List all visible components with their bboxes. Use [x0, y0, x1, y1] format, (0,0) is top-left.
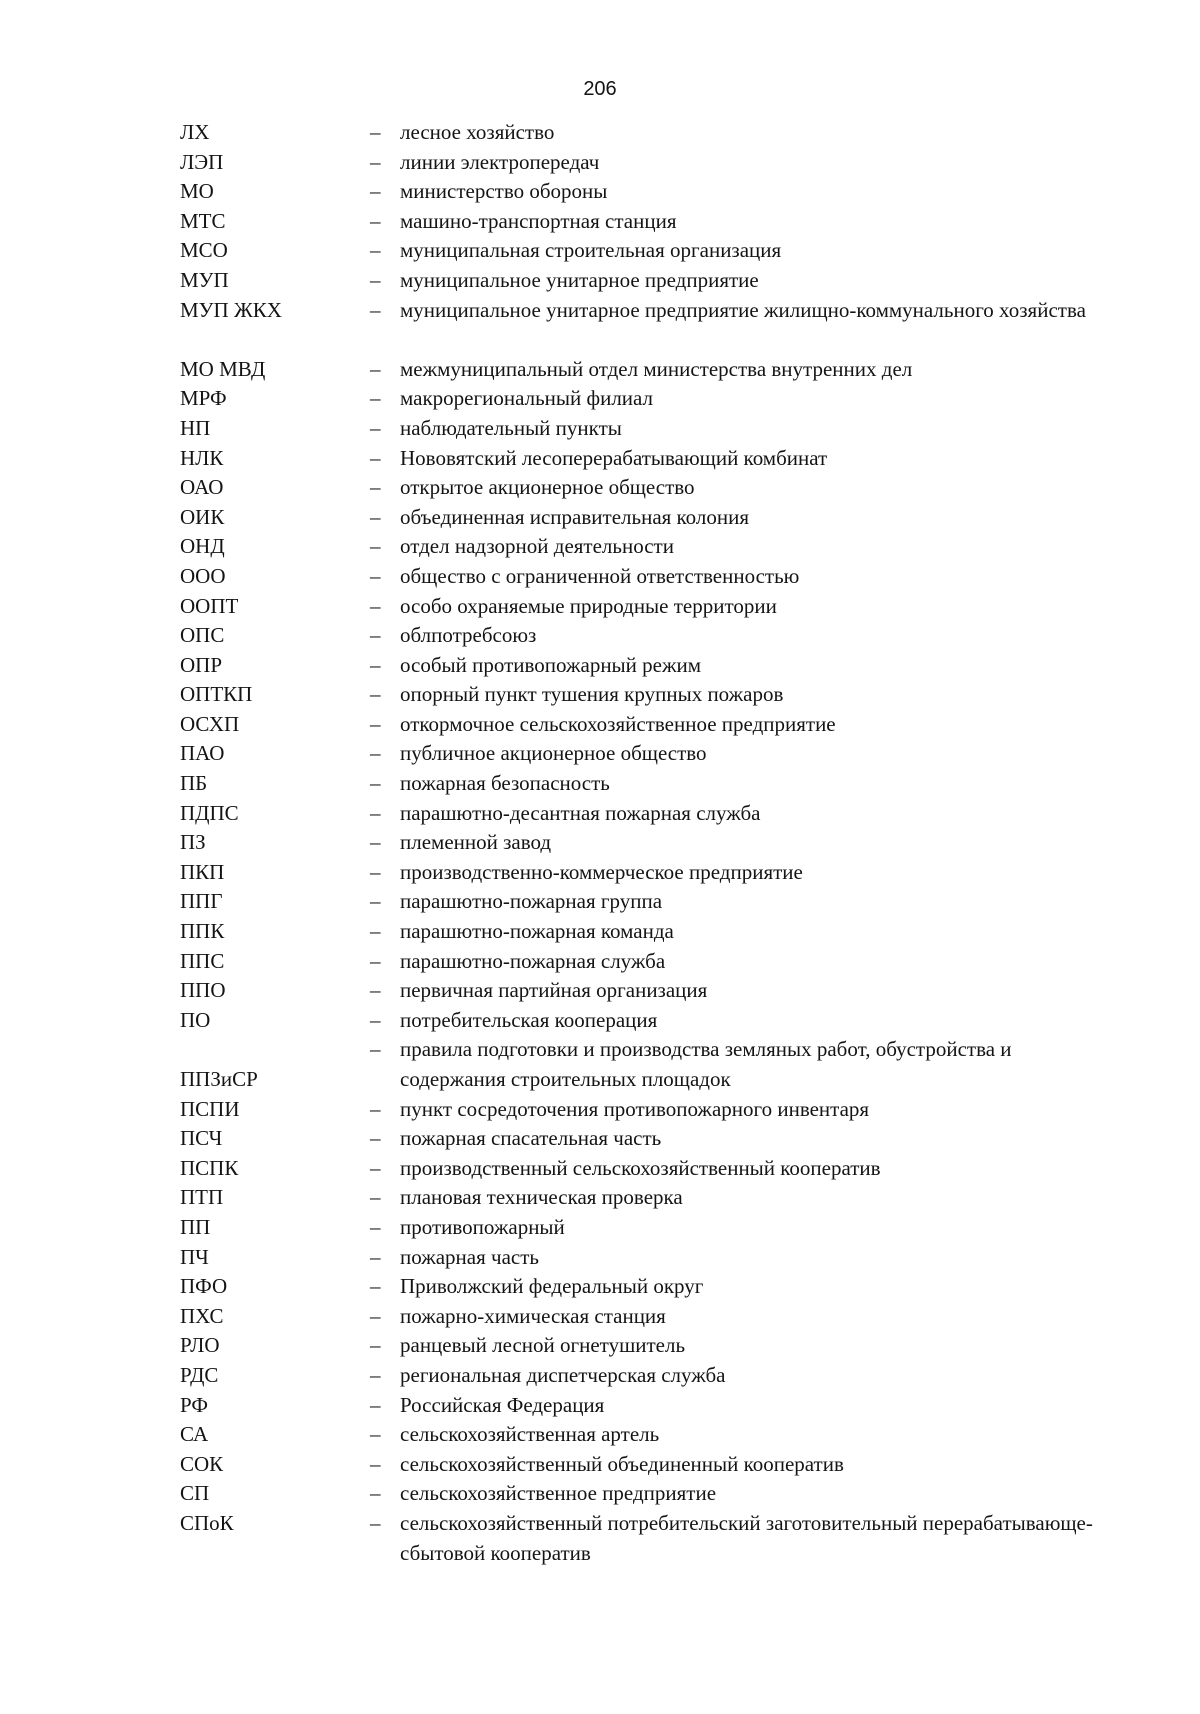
dash: – [370, 1096, 381, 1121]
abbreviation: МО МВД [180, 356, 266, 381]
definition: ранцевый лесной огнетушитель [400, 1333, 686, 1358]
dash: – [370, 149, 381, 174]
dash: – [370, 830, 381, 855]
abbreviation-entry [0, 296, 1200, 355]
definition: плановая техническая проверка [400, 1185, 683, 1210]
abbreviation: ЛЭП [180, 149, 224, 174]
dash: – [370, 800, 381, 825]
dash: – [370, 1007, 381, 1032]
dash: – [370, 1303, 381, 1328]
dash: – [370, 623, 381, 648]
definition: открытое акционерное общество [400, 475, 695, 500]
definition: объединенная исправительная колония [400, 504, 750, 529]
dash: – [370, 1481, 381, 1506]
abbreviation: СОК [180, 1451, 224, 1476]
definition: парашютно-пожарная команда [400, 919, 674, 944]
abbreviation-entry [0, 562, 1200, 592]
dash: – [370, 1244, 381, 1269]
abbreviation-entry [0, 858, 1200, 888]
abbreviation: РДС [180, 1362, 219, 1387]
definition: производственно-коммерческое предприятие [400, 859, 803, 884]
abbreviation-entry [0, 503, 1200, 533]
dash: – [370, 859, 381, 884]
abbreviation-entry [0, 207, 1200, 237]
abbreviation: ПКП [180, 859, 225, 884]
abbreviation: ППК [180, 919, 225, 944]
definition: первичная партийная организация [400, 978, 708, 1003]
abbreviation-entry [0, 976, 1200, 1006]
abbreviation-entry [0, 384, 1200, 414]
definition: общество с ограниченной ответственностью [400, 563, 800, 588]
definition: производственный сельскохозяйственный кооператив [400, 1155, 881, 1180]
page-number: 206 [583, 78, 617, 100]
definition: пожарная безопасность [400, 771, 610, 796]
dash: – [370, 1451, 381, 1476]
abbreviation: МУП [180, 267, 229, 292]
dash: – [370, 415, 381, 440]
abbreviation-entry [0, 1183, 1200, 1213]
abbreviation: ОАО [180, 475, 224, 500]
abbreviation: ППО [180, 978, 226, 1003]
abbreviation-entry [0, 1331, 1200, 1361]
dash: – [370, 711, 381, 736]
abbreviation: ПП [180, 1214, 211, 1239]
dash: – [370, 563, 381, 588]
dash: – [370, 771, 381, 796]
dash: – [370, 179, 381, 204]
abbreviation-entry [0, 651, 1200, 681]
definition: опорный пункт тушения крупных пожаров [400, 682, 784, 707]
abbreviation-entry [0, 1450, 1200, 1480]
abbreviation: МРФ [180, 386, 227, 411]
abbreviation-entry [0, 1154, 1200, 1184]
abbreviation: ППС [180, 948, 225, 973]
definition: муниципальное унитарное предприятие жилищно-коммунального хозяйства [400, 297, 1086, 322]
dash: – [370, 238, 381, 263]
definition: Российская Федерация [400, 1392, 605, 1417]
dash: – [370, 1333, 381, 1358]
definition: лесное хозяйство [400, 120, 555, 144]
abbreviation-entry [0, 1361, 1200, 1391]
abbreviation: ПСПК [180, 1155, 239, 1180]
abbreviation: ПТП [180, 1185, 224, 1210]
abbreviation-entry [0, 917, 1200, 947]
abbreviation-entry [0, 1095, 1200, 1125]
abbreviation: ОПТКП [180, 682, 253, 707]
dash: – [370, 682, 381, 707]
definition: противопожарный [400, 1214, 565, 1239]
definition: публичное акционерное общество [400, 741, 707, 766]
dash: – [370, 1392, 381, 1417]
definition: сельскохозяйственный потребительский заготовительный перерабатывающе-сбытовой кооператив [400, 1510, 1093, 1565]
abbreviation: ПЗ [180, 830, 206, 855]
dash: – [370, 919, 381, 944]
dash: – [370, 267, 381, 292]
dash: – [370, 475, 381, 500]
abbreviation-entry [0, 1302, 1200, 1332]
abbreviation: ООПТ [180, 593, 239, 618]
dash: – [370, 120, 381, 144]
dash: – [370, 1274, 381, 1299]
definition: сельскохозяйственный объединенный кооператив [400, 1451, 844, 1476]
definition: наблюдательный пункты [400, 415, 622, 440]
abbreviation: МСО [180, 238, 228, 263]
definition: муниципальная строительная организация [400, 238, 782, 263]
definition: откормочное сельскохозяйственное предприятие [400, 711, 836, 736]
dash: – [370, 948, 381, 973]
abbreviation-entry [0, 1213, 1200, 1243]
abbreviation: ППЗиСР [180, 1067, 258, 1091]
definition: сельскохозяйственное предприятие [400, 1481, 717, 1506]
abbreviation: ПФО [180, 1274, 228, 1299]
definition: региональная диспетчерская служба [400, 1362, 726, 1387]
abbreviation-entry [0, 1272, 1200, 1302]
abbreviation-entry [0, 473, 1200, 503]
abbreviation: ПО [180, 1007, 211, 1032]
abbreviation: ЛХ [180, 120, 210, 144]
dash: – [370, 1126, 381, 1151]
abbreviation: ОПР [180, 652, 223, 677]
dash: – [370, 208, 381, 233]
abbreviation: ОСХП [180, 711, 240, 736]
abbreviation: МУП ЖКХ [180, 297, 282, 322]
abbreviation-entry [0, 444, 1200, 474]
abbreviation-entry [0, 532, 1200, 562]
definition: пожарная часть [400, 1244, 539, 1269]
abbreviation-entry [0, 739, 1200, 769]
definition: машино-транспортная станция [400, 208, 677, 233]
abbreviation-entry [0, 177, 1200, 207]
abbreviation-entry [0, 1006, 1200, 1036]
abbreviation-entry [0, 1391, 1200, 1421]
abbreviation: ПБ [180, 771, 208, 796]
abbreviation-entry [0, 592, 1200, 622]
abbreviation: НП [180, 415, 211, 440]
abbreviation: НЛК [180, 445, 224, 470]
dash: – [370, 1037, 381, 1062]
abbreviation-entry [0, 1124, 1200, 1154]
dash: – [370, 1185, 381, 1210]
abbreviation: МТС [180, 208, 226, 233]
abbreviation: ПСПИ [180, 1096, 240, 1121]
definition: муниципальное унитарное предприятие [400, 267, 759, 292]
abbreviation: СП [180, 1481, 210, 1506]
dash: – [370, 504, 381, 529]
definition: линии электропередач [400, 149, 600, 174]
definition: отдел надзорной деятельности [400, 534, 674, 559]
abbreviation-entry [0, 799, 1200, 829]
abbreviation-entry [0, 947, 1200, 977]
definition: министерство обороны [400, 179, 608, 204]
dash: – [370, 1362, 381, 1387]
definition: особый противопожарный режим [400, 652, 702, 677]
definition: Приволжский федеральный округ [400, 1274, 704, 1299]
abbreviation-entry [0, 828, 1200, 858]
abbreviation: ПЧ [180, 1244, 209, 1269]
definition: Нововятский лесоперерабатывающий комбинат [400, 445, 828, 470]
dash: – [370, 445, 381, 470]
definition: макрорегиональный филиал [400, 386, 654, 411]
dash: – [370, 652, 381, 677]
dash: – [370, 978, 381, 1003]
dash: – [370, 889, 381, 914]
dash: – [370, 356, 381, 381]
definition: пожарная спасательная часть [400, 1126, 662, 1151]
abbreviation-list [0, 118, 1200, 1568]
abbreviation-entry [0, 355, 1200, 385]
abbreviation-entry [0, 1243, 1200, 1273]
definition: правила подготовки и производства земляных работ, обустройства и содержания строительных площадок [400, 1037, 1012, 1091]
definition: парашютно-пожарная служба [400, 948, 666, 973]
definition: парашютно-десантная пожарная служба [400, 800, 761, 825]
abbreviation: ПДПС [180, 800, 239, 825]
abbreviation-entry [0, 1509, 1200, 1568]
abbreviation: РФ [180, 1392, 208, 1417]
abbreviation-entry [0, 1035, 1200, 1094]
abbreviation-entry [0, 769, 1200, 799]
dash: – [370, 534, 381, 559]
definition: пожарно-химическая станция [400, 1303, 666, 1328]
abbreviation: ОИК [180, 504, 225, 529]
abbreviation: ООО [180, 563, 226, 588]
abbreviation: ППГ [180, 889, 223, 914]
definition: облпотребсоюз [400, 623, 537, 648]
definition: потребительская кооперация [400, 1007, 658, 1032]
definition: племенной завод [400, 830, 552, 855]
definition: сельскохозяйственная артель [400, 1422, 660, 1447]
abbreviation-entry [0, 680, 1200, 710]
dash: – [370, 741, 381, 766]
abbreviation-entry [0, 414, 1200, 444]
abbreviation-entry [0, 887, 1200, 917]
definition: пункт сосредоточения противопожарного инвентаря [400, 1096, 870, 1121]
dash: – [370, 386, 381, 411]
dash: – [370, 297, 381, 322]
dash: – [370, 593, 381, 618]
abbreviation: ПАО [180, 741, 225, 766]
abbreviation-entry [0, 1420, 1200, 1450]
abbreviation: ПХС [180, 1303, 224, 1328]
abbreviation-entry [0, 1479, 1200, 1509]
dash: – [370, 1422, 381, 1447]
abbreviation: ОНД [180, 534, 225, 559]
abbreviation: СПоК [180, 1510, 234, 1535]
abbreviation: ПСЧ [180, 1126, 223, 1151]
abbreviation: МО [180, 179, 214, 204]
abbreviation-entry [0, 621, 1200, 651]
dash: – [370, 1510, 381, 1535]
abbreviation-entry [0, 148, 1200, 178]
abbreviation-entry [0, 266, 1200, 296]
abbreviation: ОПС [180, 623, 225, 648]
dash: – [370, 1155, 381, 1180]
definition: особо охраняемые природные территории [400, 593, 777, 618]
definition: парашютно-пожарная группа [400, 889, 663, 914]
abbreviation-entry [0, 236, 1200, 266]
dash: – [370, 1214, 381, 1239]
abbreviation-entry [0, 118, 1200, 148]
abbreviation: СА [180, 1422, 209, 1447]
abbreviation-entry [0, 710, 1200, 740]
abbreviation: РЛО [180, 1333, 220, 1358]
definition: межмуниципальный отдел министерства внутренних дел [400, 356, 913, 381]
